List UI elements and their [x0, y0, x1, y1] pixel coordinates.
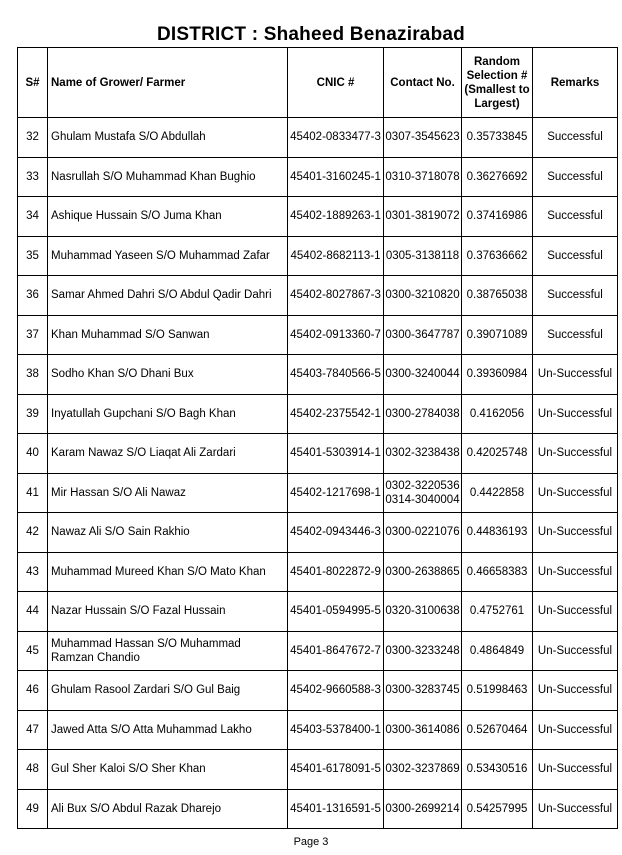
cell-contact: [384, 789, 462, 829]
cell-sn: 45: [18, 631, 48, 671]
cell-name: Ghulam Mustafa S/O Abdullah: [48, 118, 288, 158]
cell-random-selection: 0.51998463: [462, 671, 533, 711]
cell-cnic: 45401-8647672-7: [288, 631, 384, 671]
contact-number: 0320-3100638: [385, 605, 460, 618]
cell-name: Mir Hassan S/O Ali Nawaz: [48, 473, 288, 513]
cell-remarks: Successful: [533, 315, 618, 355]
contact-number: 0314-3040004: [385, 493, 460, 506]
cell-sn: 37: [18, 315, 48, 355]
cell-random-selection: 0.4752761: [462, 592, 533, 632]
cell-contact: [384, 750, 462, 790]
cell-random-selection: 0.38765038: [462, 276, 533, 316]
cell-contact: [384, 197, 462, 237]
contact-number: 0300-2784038: [385, 407, 460, 420]
contact-number: 0310-3718078: [385, 170, 460, 183]
cell-cnic: 45401-6178091-5: [288, 750, 384, 790]
cell-remarks: Un-Successful: [533, 355, 618, 395]
contact-number: 0300-3647787: [385, 328, 460, 341]
cell-remarks: Successful: [533, 157, 618, 197]
cell-cnic: 45401-5303914-1: [288, 434, 384, 474]
cell-remarks: Successful: [533, 118, 618, 158]
table-row: [18, 552, 618, 592]
grower-table: [17, 47, 618, 829]
contact-number: 0300-3233248: [385, 644, 460, 657]
cell-name: Samar Ahmed Dahri S/O Abdul Qadir Dahri: [48, 276, 288, 316]
contact-number: 0302-3220536: [385, 479, 460, 492]
cell-sn: 34: [18, 197, 48, 237]
header-remarks: Remarks: [533, 48, 618, 118]
cell-cnic: 45402-2375542-1: [288, 394, 384, 434]
cell-remarks: Successful: [533, 236, 618, 276]
cell-random-selection: 0.39071089: [462, 315, 533, 355]
cell-contact: [384, 276, 462, 316]
cell-random-selection: 0.42025748: [462, 434, 533, 474]
cell-remarks: Un-Successful: [533, 631, 618, 671]
contact-number: 0300-2638865: [385, 565, 460, 578]
cell-name: Nawaz Ali S/O Sain Rakhio: [48, 513, 288, 553]
cell-random-selection: 0.44836193: [462, 513, 533, 553]
header-cnic: CNIC #: [288, 48, 384, 118]
cell-cnic: 45402-8682113-1: [288, 236, 384, 276]
cell-name: Ghulam Rasool Zardari S/O Gul Baig: [48, 671, 288, 711]
table-row: [18, 671, 618, 711]
contact-number: 0307-3545623: [385, 131, 460, 144]
cell-contact: [384, 118, 462, 158]
page-number: Page 3: [293, 836, 329, 848]
cell-sn: 36: [18, 276, 48, 316]
cell-contact: [384, 394, 462, 434]
cell-random-selection: 0.4422858: [462, 473, 533, 513]
cell-random-selection: 0.35733845: [462, 118, 533, 158]
cell-cnic: 45402-0913360-7: [288, 315, 384, 355]
table-row: [18, 315, 618, 355]
cell-contact: [384, 473, 462, 513]
cell-name: Karam Nawaz S/O Liaqat Ali Zardari: [48, 434, 288, 474]
table-row: [18, 236, 618, 276]
cell-random-selection: 0.37636662: [462, 236, 533, 276]
cell-contact: [384, 592, 462, 632]
cell-sn: 47: [18, 710, 48, 750]
cell-name: Sodho Khan S/O Dhani Bux: [48, 355, 288, 395]
cell-sn: 40: [18, 434, 48, 474]
header-name: Name of Grower/ Farmer: [48, 48, 288, 118]
table-row: [18, 592, 618, 632]
cell-remarks: Un-Successful: [533, 750, 618, 790]
cell-name: Ali Bux S/O Abdul Razak Dharejo: [48, 789, 288, 829]
cell-name: Muhammad Yaseen S/O Muhammad Zafar: [48, 236, 288, 276]
cell-random-selection: 0.53430516: [462, 750, 533, 790]
contact-number: 0302-3238438: [385, 447, 460, 460]
table-body: [18, 118, 618, 829]
header-random-selection: Random Selection # (Smallest to Largest): [462, 48, 533, 118]
contact-number: 0300-0221076: [385, 526, 460, 539]
cell-contact: [384, 315, 462, 355]
table-row: [18, 197, 618, 237]
cell-random-selection: 0.36276692: [462, 157, 533, 197]
cell-cnic: 45402-1217698-1: [288, 473, 384, 513]
cell-contact: [384, 236, 462, 276]
table-row: [18, 157, 618, 197]
contact-number: 0300-3283745: [385, 684, 460, 697]
cell-contact: [384, 513, 462, 553]
cell-sn: 49: [18, 789, 48, 829]
table-row: [18, 710, 618, 750]
cell-sn: 35: [18, 236, 48, 276]
cell-cnic: 45402-0943446-3: [288, 513, 384, 553]
cell-random-selection: 0.39360984: [462, 355, 533, 395]
cell-cnic: 45402-9660588-3: [288, 671, 384, 711]
cell-name: Gul Sher Kaloi S/O Sher Khan: [48, 750, 288, 790]
contact-number: 0300-2699214: [385, 802, 460, 815]
cell-contact: [384, 157, 462, 197]
table-row: [18, 473, 618, 513]
cell-cnic: 45402-1889263-1: [288, 197, 384, 237]
cell-remarks: Un-Successful: [533, 592, 618, 632]
contact-number: 0302-3237869: [385, 763, 460, 776]
contact-number: 0300-3240044: [385, 368, 460, 381]
cell-remarks: Successful: [533, 276, 618, 316]
table-header-row: [18, 48, 618, 118]
table-row: [18, 355, 618, 395]
cell-cnic: 45401-8022872-9: [288, 552, 384, 592]
cell-cnic: 45402-0833477-3: [288, 118, 384, 158]
cell-contact: [384, 671, 462, 711]
table-row: [18, 118, 618, 158]
cell-name: Jawed Atta S/O Atta Muhammad Lakho: [48, 710, 288, 750]
cell-sn: 48: [18, 750, 48, 790]
cell-name: Ashique Hussain S/O Juma Khan: [48, 197, 288, 237]
table-row: [18, 394, 618, 434]
cell-sn: 42: [18, 513, 48, 553]
cell-contact: [384, 552, 462, 592]
cell-cnic: 45401-1316591-5: [288, 789, 384, 829]
cell-random-selection: 0.4864849: [462, 631, 533, 671]
cell-name: Nasrullah S/O Muhammad Khan Bughio: [48, 157, 288, 197]
cell-random-selection: 0.37416986: [462, 197, 533, 237]
contact-number: 0300-3614086: [385, 723, 460, 736]
contact-number: 0300-3210820: [385, 289, 460, 302]
cell-random-selection: 0.54257995: [462, 789, 533, 829]
district-title: DISTRICT : Shaheed Benazirabad: [157, 24, 465, 45]
cell-name: Nazar Hussain S/O Fazal Hussain: [48, 592, 288, 632]
cell-cnic: 45401-3160245-1: [288, 157, 384, 197]
cell-remarks: Un-Successful: [533, 552, 618, 592]
cell-sn: 44: [18, 592, 48, 632]
cell-sn: 33: [18, 157, 48, 197]
cell-contact: [384, 355, 462, 395]
table-row: [18, 631, 618, 671]
cell-contact: [384, 631, 462, 671]
cell-cnic: 45401-0594995-5: [288, 592, 384, 632]
cell-name: Muhammad Hassan S/O Muhammad Ramzan Chandio: [48, 631, 288, 671]
cell-cnic: 45402-8027867-3: [288, 276, 384, 316]
cell-contact: [384, 710, 462, 750]
cell-random-selection: 0.46658383: [462, 552, 533, 592]
cell-remarks: Un-Successful: [533, 671, 618, 711]
cell-remarks: Un-Successful: [533, 513, 618, 553]
cell-random-selection: 0.4162056: [462, 394, 533, 434]
table-row: [18, 276, 618, 316]
cell-sn: 39: [18, 394, 48, 434]
table-row: [18, 513, 618, 553]
cell-sn: 32: [18, 118, 48, 158]
cell-name: Muhammad Mureed Khan S/O Mato Khan: [48, 552, 288, 592]
cell-remarks: Un-Successful: [533, 789, 618, 829]
cell-remarks: Un-Successful: [533, 473, 618, 513]
cell-name: Inyatullah Gupchani S/O Bagh Khan: [48, 394, 288, 434]
cell-contact: [384, 434, 462, 474]
table-row: [18, 789, 618, 829]
table-row: [18, 750, 618, 790]
cell-random-selection: 0.52670464: [462, 710, 533, 750]
table-row: [18, 434, 618, 474]
cell-cnic: 45403-5378400-1: [288, 710, 384, 750]
cell-sn: 41: [18, 473, 48, 513]
contact-number: 0301-3819072: [385, 210, 460, 223]
cell-remarks: Un-Successful: [533, 394, 618, 434]
cell-remarks: Un-Successful: [533, 710, 618, 750]
header-contact: Contact No.: [384, 48, 462, 118]
cell-remarks: Successful: [533, 197, 618, 237]
header-sn: S#: [18, 48, 48, 118]
cell-sn: 43: [18, 552, 48, 592]
contact-number: 0305-3138118: [385, 249, 460, 262]
cell-sn: 46: [18, 671, 48, 711]
cell-remarks: Un-Successful: [533, 434, 618, 474]
cell-cnic: 45403-7840566-5: [288, 355, 384, 395]
cell-sn: 38: [18, 355, 48, 395]
cell-name: Khan Muhammad S/O Sanwan: [48, 315, 288, 355]
